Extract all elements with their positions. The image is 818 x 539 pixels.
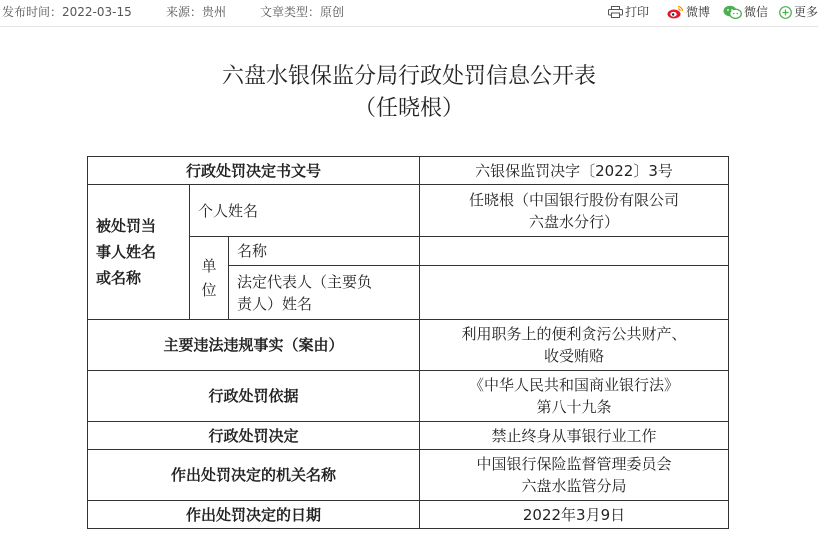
unit-label-line: 位 <box>201 281 217 299</box>
violation-facts-label: 主要违法违规事实（案由） <box>88 320 420 371</box>
weibo-icon <box>667 5 684 19</box>
violation-facts-value <box>420 320 729 371</box>
meta-divider <box>0 26 818 27</box>
print-label: 打印 <box>625 5 650 19</box>
legal-rep-line: 法定代表人（主要负 <box>237 272 373 291</box>
authority-name-value <box>420 450 729 501</box>
decision-number-label: 行政处罚决定书文号 <box>88 157 420 185</box>
facts-line: 利用职务上的便利贪污公共财产、 <box>461 325 687 343</box>
decision-date-value: 2022年3月9日 <box>420 501 729 529</box>
wechat-share-button[interactable] <box>723 0 768 24</box>
basis-line: 《中华人民共和国商业银行法》 <box>468 376 679 394</box>
article-type: 文章类型：原创 <box>260 5 345 19</box>
weibo-share-button[interactable] <box>667 0 710 24</box>
facts-line: 收受贿赂 <box>543 347 604 365</box>
table-row <box>88 185 729 237</box>
decision-date-label: 作出处罚决定的日期 <box>88 501 420 529</box>
penalty-basis-value <box>420 371 729 422</box>
table-row <box>88 450 729 501</box>
person-name-label: 个人姓名 <box>190 185 420 237</box>
legal-representative-label <box>229 266 420 320</box>
unit-label-line: 单 <box>201 257 217 275</box>
article-meta-bar <box>0 0 818 24</box>
party-label-line: 事人姓名 <box>96 243 157 261</box>
wechat-icon <box>723 5 742 19</box>
more-share-button[interactable] <box>779 0 818 24</box>
print-button[interactable] <box>608 0 649 24</box>
penalty-decision-label: 行政处罚决定 <box>88 422 420 450</box>
publish-date: 发布时间：2022-03-15 <box>2 5 132 19</box>
unit-label <box>190 237 229 320</box>
decision-number-value: 六银保监罚决字〔2022〕3号 <box>420 157 729 185</box>
basis-line: 第八十九条 <box>536 398 612 416</box>
legal-representative-value <box>420 266 729 320</box>
more-label: 更多 <box>794 5 818 19</box>
penalty-decision-value: 禁止终身从事银行业工作 <box>420 422 729 450</box>
person-name-line: 六盘水分行） <box>528 212 619 231</box>
table-row <box>88 157 729 185</box>
party-label-line: 或名称 <box>96 269 142 287</box>
table-row <box>88 320 729 371</box>
penalty-basis-label: 行政处罚依据 <box>88 371 420 422</box>
source: 来源：贵州 <box>166 5 227 19</box>
unit-name-value <box>420 237 729 266</box>
penalized-party-label <box>88 185 190 320</box>
person-name-value <box>420 185 729 237</box>
authority-name-label: 作出处罚决定的机关名称 <box>88 450 420 501</box>
printer-icon <box>608 6 623 18</box>
authority-line: 中国银行保险监督管理委员会 <box>476 455 672 473</box>
table-row <box>88 371 729 422</box>
wechat-label: 微信 <box>744 5 769 19</box>
weibo-label: 微博 <box>686 5 711 19</box>
party-label-line: 被处罚当 <box>96 217 157 235</box>
more-plus-icon <box>779 6 792 19</box>
unit-name-label: 名称 <box>229 237 420 266</box>
penalty-info-table <box>87 156 729 529</box>
page-subtitle: （任晓根） <box>353 96 464 121</box>
person-name-line: 任晓根（中国银行股份有限公司 <box>468 190 679 209</box>
table-row <box>88 501 729 529</box>
legal-rep-line: 责人）姓名 <box>237 294 313 313</box>
page-title: 六盘水银保监分局行政处罚信息公开表 <box>221 64 596 89</box>
authority-line: 六盘水监管分局 <box>521 477 627 495</box>
table-row <box>88 422 729 450</box>
